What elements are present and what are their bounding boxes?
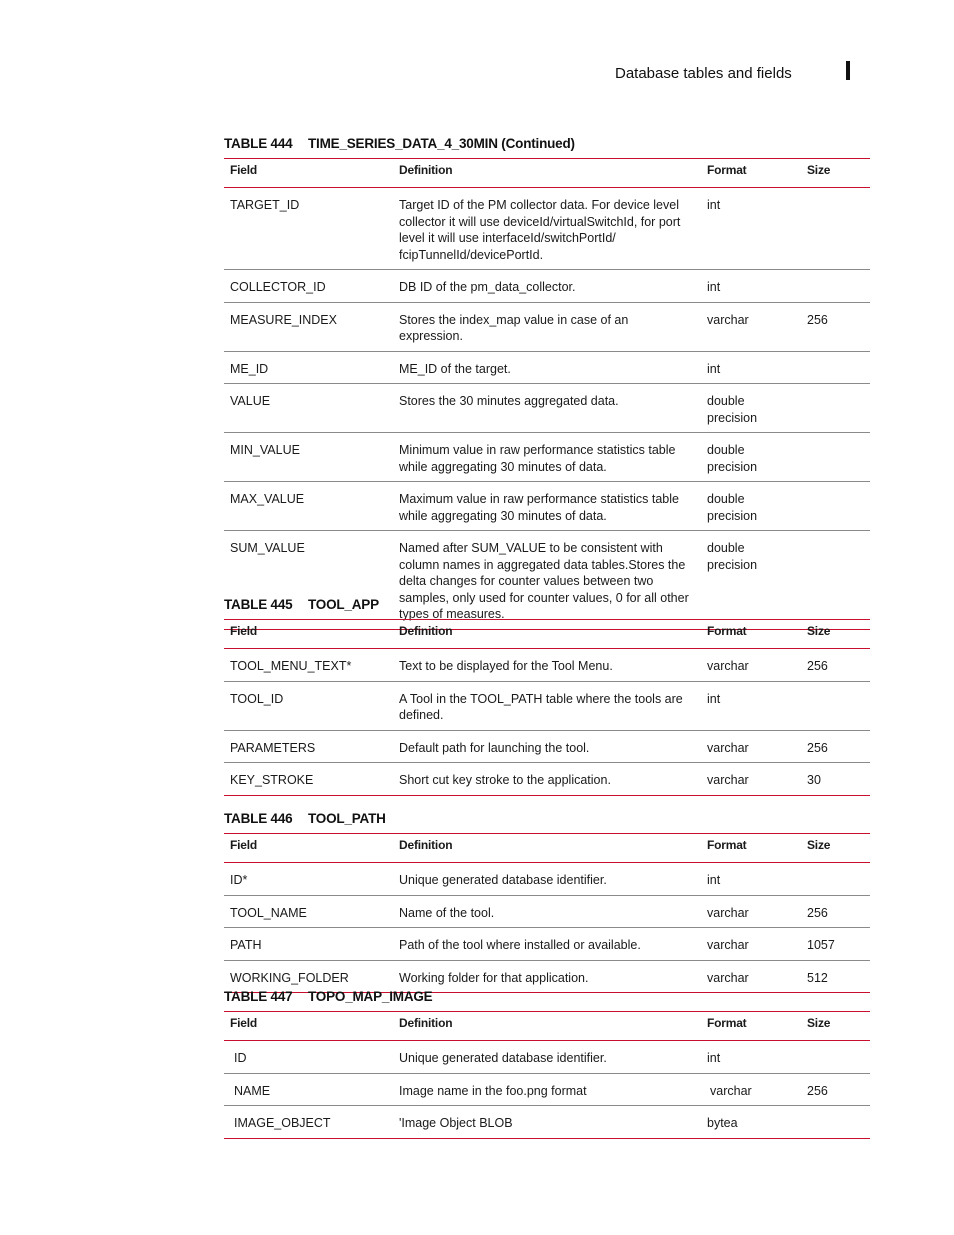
size-cell: 256: [801, 1073, 870, 1106]
field-cell: MIN_VALUE: [224, 433, 393, 482]
size-cell: 256: [801, 895, 870, 928]
column-header: Definition: [393, 834, 701, 863]
column-header: Size: [801, 620, 870, 649]
definition-cell: Working folder for that application.: [393, 960, 701, 993]
table-row: [224, 649, 870, 682]
table-title: TOOL_PATH: [308, 811, 386, 826]
table-caption: [224, 597, 870, 619]
definition-cell: Target ID of the PM collector data. For device level collector it will use deviceId/virtualSwitchId, for port level it will use interfaceId/switchPortId/ fcipTunnelId/devicePortId.: [393, 188, 701, 270]
table-caption: [224, 811, 870, 833]
definition-cell: DB ID of the pm_data_collector.: [393, 270, 701, 303]
field-cell: NAME: [224, 1073, 393, 1106]
column-header: Definition: [393, 620, 701, 649]
format-cell: int: [701, 1041, 801, 1074]
table-title: TOPO_MAP_IMAGE: [308, 989, 433, 1004]
table-row: [224, 1041, 870, 1074]
table-row: [224, 895, 870, 928]
size-cell: 30: [801, 763, 870, 796]
data-table: [224, 833, 870, 993]
column-header: Format: [701, 159, 801, 188]
table-445-block: [224, 597, 870, 796]
format-cell: varchar: [701, 1073, 801, 1106]
field-cell: IMAGE_OBJECT: [224, 1106, 393, 1139]
column-header: Field: [224, 620, 393, 649]
field-cell: SUM_VALUE: [224, 531, 393, 630]
definition-cell: 'Image Object BLOB: [393, 1106, 701, 1139]
table-number: TABLE 447: [224, 989, 293, 1004]
table-title: TOOL_APP: [308, 597, 379, 612]
size-cell: [801, 863, 870, 896]
size-cell: [801, 384, 870, 433]
field-cell: ME_ID: [224, 351, 393, 384]
column-header: Field: [224, 834, 393, 863]
table-444-block: [224, 136, 870, 630]
column-header: Field: [224, 159, 393, 188]
format-cell: double precision: [701, 482, 801, 531]
data-table: [224, 619, 870, 796]
table-header-row: [224, 834, 870, 863]
column-header: Size: [801, 1012, 870, 1041]
definition-cell: Image name in the foo.png format: [393, 1073, 701, 1106]
table-caption: [224, 136, 870, 158]
table-row: [224, 763, 870, 796]
format-cell: int: [701, 188, 801, 270]
format-cell: varchar: [701, 763, 801, 796]
table-row: [224, 188, 870, 270]
table-row: [224, 1106, 870, 1139]
chapter-marker-bar: [846, 61, 850, 80]
format-cell: varchar: [701, 302, 801, 351]
table-row: [224, 928, 870, 961]
table-caption: [224, 989, 870, 1011]
table-title: TIME_SERIES_DATA_4_30MIN (Continued): [308, 136, 575, 151]
format-cell: int: [701, 270, 801, 303]
size-cell: 1057: [801, 928, 870, 961]
section-title: Database tables and fields: [615, 65, 792, 82]
field-cell: MEASURE_INDEX: [224, 302, 393, 351]
table-row: [224, 433, 870, 482]
size-cell: [801, 482, 870, 531]
table-header-row: [224, 159, 870, 188]
table-446-block: [224, 811, 870, 993]
size-cell: [801, 1106, 870, 1139]
field-cell: TOOL_NAME: [224, 895, 393, 928]
size-cell: 256: [801, 302, 870, 351]
table-number: TABLE 446: [224, 811, 293, 826]
definition-cell: A Tool in the TOOL_PATH table where the tools are defined.: [393, 681, 701, 730]
format-cell: int: [701, 681, 801, 730]
table-row: [224, 384, 870, 433]
size-cell: 256: [801, 730, 870, 763]
table-number: TABLE 444: [224, 136, 293, 151]
field-cell: TOOL_ID: [224, 681, 393, 730]
format-cell: int: [701, 863, 801, 896]
definition-cell: Named after SUM_VALUE to be consistent with column names in aggregated data tables.Stores the delta changes for counter values between two samples, only used for counter values, 0 for all other types of measures.: [393, 531, 701, 630]
format-cell: double precision: [701, 433, 801, 482]
size-cell: [801, 681, 870, 730]
size-cell: 256: [801, 649, 870, 682]
field-cell: PARAMETERS: [224, 730, 393, 763]
field-cell: MAX_VALUE: [224, 482, 393, 531]
format-cell: double precision: [701, 384, 801, 433]
definition-cell: Stores the 30 minutes aggregated data.: [393, 384, 701, 433]
field-cell: TOOL_MENU_TEXT*: [224, 649, 393, 682]
table-row: [224, 863, 870, 896]
definition-cell: Unique generated database identifier.: [393, 863, 701, 896]
table-row: [224, 730, 870, 763]
column-header: Format: [701, 1012, 801, 1041]
table-row: [224, 1073, 870, 1106]
format-cell: varchar: [701, 960, 801, 993]
column-header: Size: [801, 159, 870, 188]
column-header: Format: [701, 834, 801, 863]
field-cell: TARGET_ID: [224, 188, 393, 270]
table-row: [224, 302, 870, 351]
table-row: [224, 960, 870, 993]
size-cell: [801, 433, 870, 482]
table-row: [224, 482, 870, 531]
field-cell: WORKING_FOLDER: [224, 960, 393, 993]
format-cell: varchar: [701, 895, 801, 928]
table-row: [224, 681, 870, 730]
definition-cell: Stores the index_map value in case of an expression.: [393, 302, 701, 351]
data-table: [224, 1011, 870, 1139]
definition-cell: Unique generated database identifier.: [393, 1041, 701, 1074]
size-cell: [801, 188, 870, 270]
field-cell: KEY_STROKE: [224, 763, 393, 796]
size-cell: 512: [801, 960, 870, 993]
table-header-row: [224, 1012, 870, 1041]
table-447-block: [224, 989, 870, 1139]
definition-cell: Default path for launching the tool.: [393, 730, 701, 763]
definition-cell: ME_ID of the target.: [393, 351, 701, 384]
format-cell: varchar: [701, 730, 801, 763]
format-cell: int: [701, 351, 801, 384]
format-cell: varchar: [701, 649, 801, 682]
field-cell: PATH: [224, 928, 393, 961]
size-cell: [801, 351, 870, 384]
definition-cell: Short cut key stroke to the application.: [393, 763, 701, 796]
column-header: Field: [224, 1012, 393, 1041]
field-cell: ID*: [224, 863, 393, 896]
size-cell: [801, 1041, 870, 1074]
column-header: Definition: [393, 1012, 701, 1041]
table-row: [224, 270, 870, 303]
size-cell: [801, 270, 870, 303]
format-cell: double precision: [701, 531, 801, 630]
table-header-row: [224, 620, 870, 649]
format-cell: varchar: [701, 928, 801, 961]
format-cell: bytea: [701, 1106, 801, 1139]
column-header: Size: [801, 834, 870, 863]
table-number: TABLE 445: [224, 597, 293, 612]
column-header: Format: [701, 620, 801, 649]
table-row: [224, 351, 870, 384]
field-cell: ID: [224, 1041, 393, 1074]
column-header: Definition: [393, 159, 701, 188]
definition-cell: Minimum value in raw performance statistics table while aggregating 30 minutes of data.: [393, 433, 701, 482]
data-table: [224, 158, 870, 630]
definition-cell: Name of the tool.: [393, 895, 701, 928]
definition-cell: Maximum value in raw performance statistics table while aggregating 30 minutes of data.: [393, 482, 701, 531]
definition-cell: Path of the tool where installed or available.: [393, 928, 701, 961]
field-cell: COLLECTOR_ID: [224, 270, 393, 303]
definition-cell: Text to be displayed for the Tool Menu.: [393, 649, 701, 682]
field-cell: VALUE: [224, 384, 393, 433]
